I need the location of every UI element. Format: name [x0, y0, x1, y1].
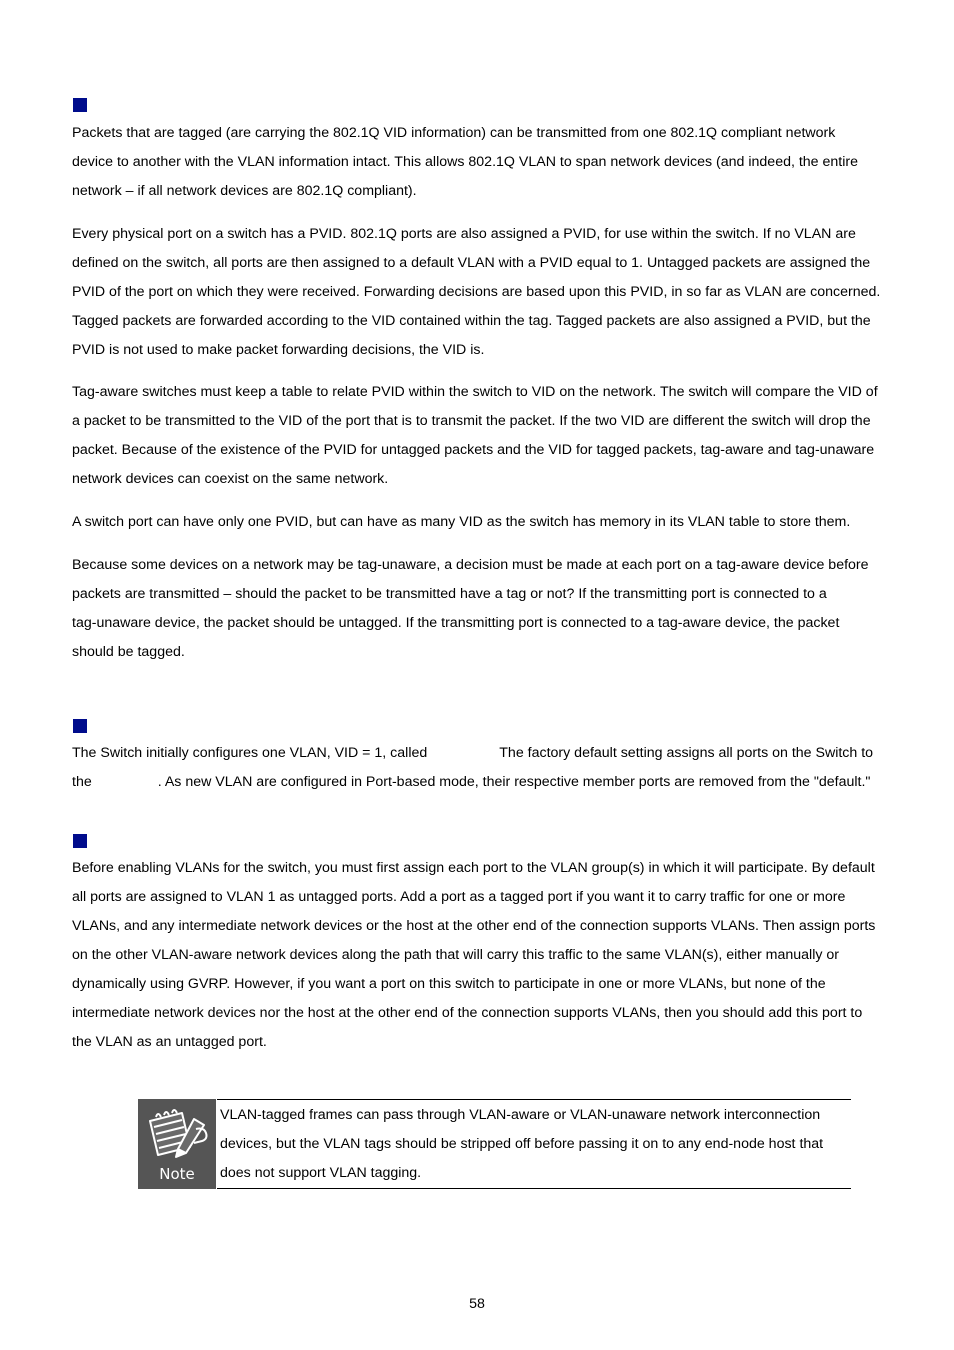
paragraph-pvid [72, 220, 892, 365]
paragraph-enabling-vlans [72, 854, 892, 1057]
text-line: Every physical port on a switch has a PVID. 802.1Q ports are also assigned a PVID, for use within the switch. If no VLAN are [72, 226, 856, 242]
section-bullet-2 [73, 719, 87, 733]
text-line: tag-unaware device, the packet should be untagged. If the transmitting port is connected to a tag-aware device, the packet [72, 615, 840, 631]
text-line: PVID is not used to make packet forwarding decisions, the VID is. [72, 342, 485, 358]
text-line: Because some devices on a network may be tag-unaware, a decision must be made at each port on a tag-aware device before [72, 557, 869, 573]
page-number: 58 [469, 1296, 485, 1312]
text-line: A switch port can have only one PVID, but can have as many VID as the switch has memory in its VLAN table to store them. [72, 514, 851, 530]
text-line: defined on the switch, all ports are then assigned to a default VLAN with a PVID equal to 1. Untagged packets are assigned the [72, 255, 871, 271]
text-line: network – if all network devices are 802.1Q compliant). [72, 183, 417, 199]
text-line: PVID of the port on which they were received. Forwarding decisions are based upon this PVID, in so far as VLAN are concerned. [72, 284, 881, 300]
text-line: on the other VLAN-aware network devices along the path that will carry this traffic to the same VLAN(s), either manually or [72, 947, 840, 963]
section-bullet-3 [73, 834, 87, 848]
note-top-rule [217, 1099, 851, 1100]
paragraph-tag-aware [72, 378, 892, 494]
paragraph-tag-unaware [72, 551, 892, 667]
text-line: VLANs, and any intermediate network devices or the host at the other end of the connection supports VLANs. Then assign ports [72, 918, 876, 934]
text-line: does not support VLAN tagging. [220, 1165, 422, 1181]
text-line: device to another with the VLAN information intact. This allows 802.1Q VLAN to span network devices (and indeed, the entire [72, 154, 859, 170]
paragraph-one-pvid [72, 508, 892, 537]
paragraph-default-vlan [72, 739, 892, 797]
text-line [72, 739, 892, 768]
paragraph-tagged-packets [72, 119, 892, 206]
text-line: Tag-aware switches must keep a table to relate PVID within the switch to VID on the network. The switch will compare the VID of [72, 384, 878, 400]
text-line: Before enabling VLANs for the switch, you must first assign each port to the VLAN group(s) in which it will participate. By default [72, 860, 875, 876]
text-line: packet. Because of the existence of the PVID for untagged packets and the VID for tagged packets, tag-aware and tag-unaware [72, 442, 875, 458]
text-line: network devices can coexist on the same network. [72, 471, 389, 487]
text-fragment: . As new VLAN are configured in Port-based mode, their respective member ports are removed from the "default." [157, 774, 871, 790]
text-line: VLAN-tagged frames can pass through VLAN-aware or VLAN-unaware network interconnection [220, 1107, 821, 1123]
note-icon [138, 1099, 216, 1189]
note-bottom-rule [217, 1188, 851, 1189]
text-fragment: The Switch initially configures one VLAN, VID = 1, called [72, 745, 428, 761]
text-line: a packet to be transmitted to the VID of the port that is to transmit the packet. If the two VID are different the switch will drop the [72, 413, 871, 429]
text-line: devices, but the VLAN tags should be stripped off before passing it on to any end-node host that [220, 1136, 824, 1152]
note-text [220, 1101, 850, 1188]
note-icon-label: Note [159, 1165, 195, 1183]
text-line: should be tagged. [72, 644, 185, 660]
text-line: all ports are assigned to VLAN 1 as untagged ports. Add a port as a tagged port if you want it to carry traffic for one or more [72, 889, 846, 905]
text-line: the VLAN as an untagged port. [72, 1034, 267, 1050]
text-line: packets are transmitted – should the packet to be transmitted have a tag or not? If the transmitting port is connected to a [72, 586, 827, 602]
text-line: Tagged packets are forwarded according to the VID contained within the tag. Tagged packets are also assigned a PVID, but the [72, 313, 871, 329]
text-line: Packets that are tagged (are carrying the 802.1Q VID information) can be transmitted from one 802.1Q compliant network [72, 125, 836, 141]
text-line [72, 768, 892, 797]
notepad-pencil-icon [138, 1099, 216, 1189]
text-fragment: the [72, 774, 92, 790]
text-line: intermediate network devices nor the host at the other end of the connection supports VLANs, then you should add this port to [72, 1005, 863, 1021]
text-fragment: The factory default setting assigns all ports on the Switch to [499, 745, 874, 761]
text-line: dynamically using GVRP. However, if you want a port on this switch to participate in one or more VLANs, but none of the [72, 976, 826, 992]
section-bullet-1 [73, 98, 87, 112]
